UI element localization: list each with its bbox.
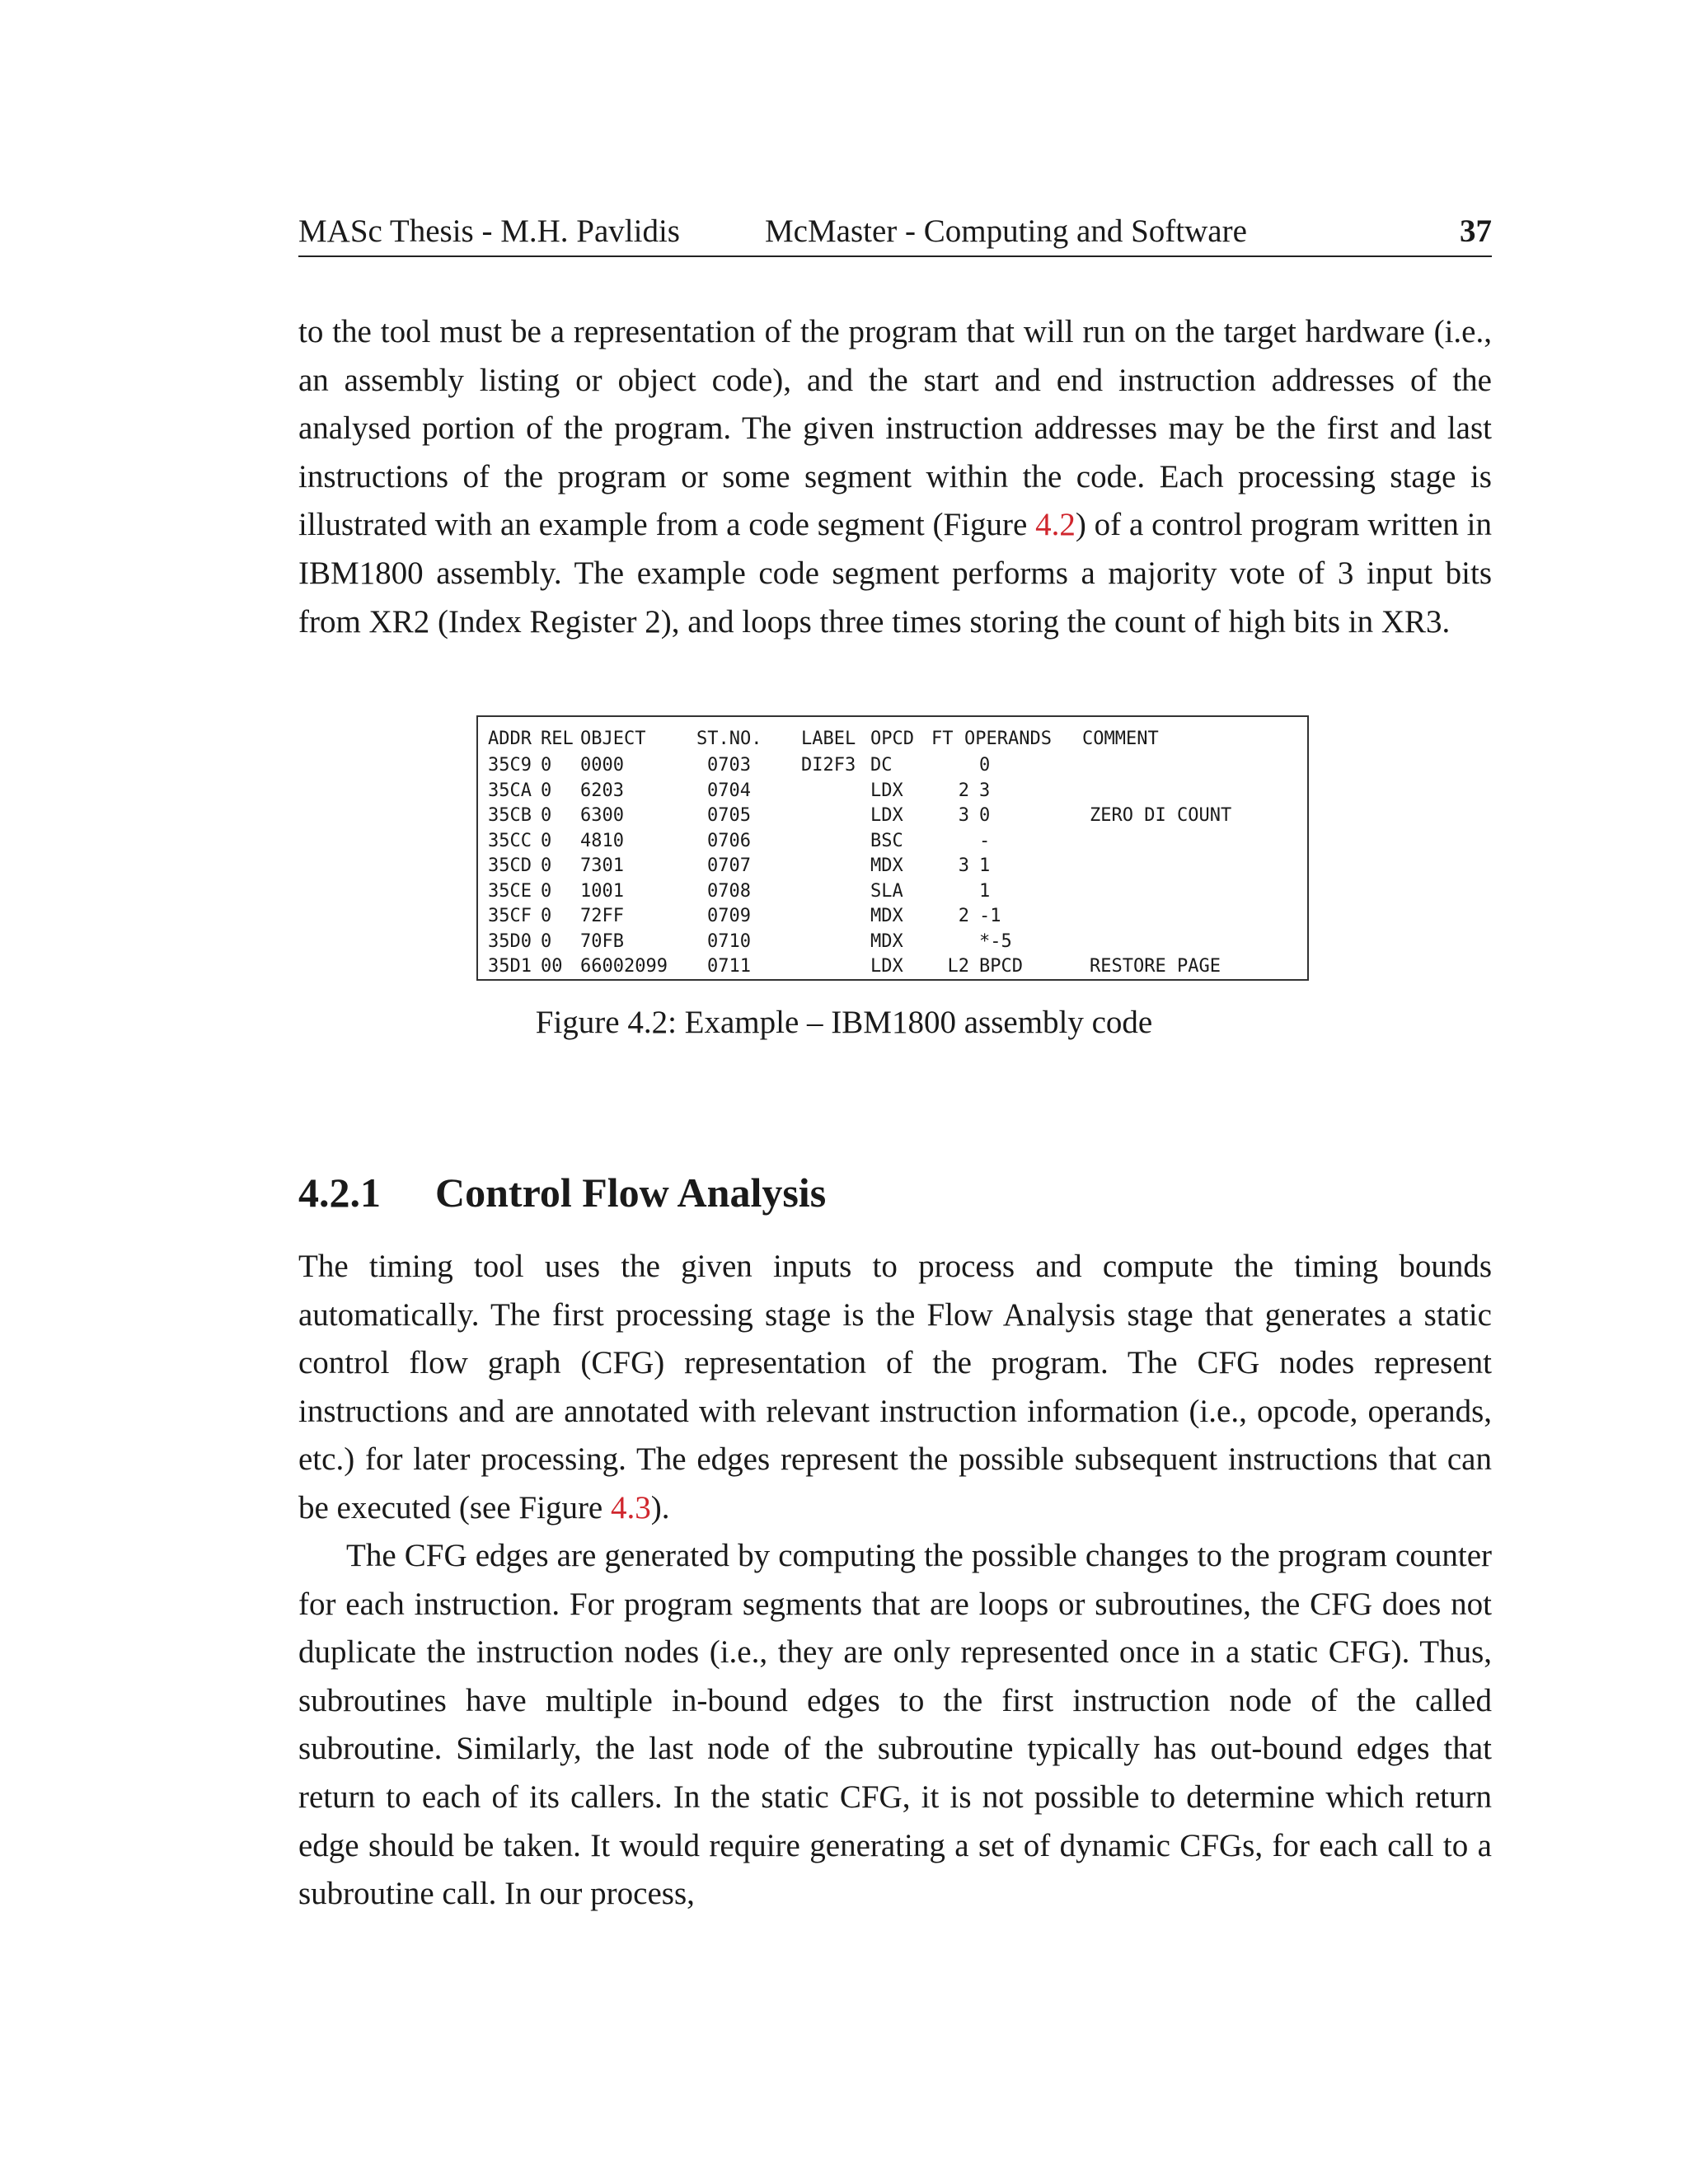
paragraph-2-text-a: The timing tool uses the given inputs to process and compute the timing bounds automatically. The first processing stage is the Flow Analysis stage that generates a static control flow graph (CFG) representation of the program. The CFG nodes represent instructions and are annotated with relevant instruction information (i.e., opcode, operands, etc.) for later processing. The edges represent the possible subsequent instructions that can be executed (see Figure	[298, 1249, 1492, 1526]
section-heading	[298, 1169, 826, 1216]
col-header-label: LABEL	[801, 729, 856, 749]
stno-cell: 0703	[707, 755, 751, 776]
object-cell: 6300	[580, 805, 624, 826]
stno-cell: 0710	[707, 930, 751, 952]
opcd-cell: LDX	[870, 780, 903, 801]
rel-cell: 0	[541, 906, 552, 926]
body-paragraph-1	[298, 308, 1492, 646]
operands-cell: -	[979, 830, 991, 851]
comment-cell: ZERO DI COUNT	[1090, 805, 1232, 826]
code-row	[478, 805, 1307, 832]
paragraph-2-text-b: ).	[650, 1489, 670, 1526]
body-paragraph-2	[298, 1243, 1492, 1533]
operands-cell: BPCD	[979, 956, 1023, 977]
addr-cell: 35CF	[488, 906, 532, 926]
addr-cell: 35D0	[488, 930, 532, 952]
rel-cell: 0	[541, 755, 552, 776]
opcd-cell: MDX	[870, 930, 903, 952]
header-thesis-author: MASc Thesis - M.H. Pavlidis	[298, 213, 680, 249]
code-row	[478, 956, 1307, 982]
ft-cell: 2	[958, 780, 969, 801]
stno-cell: 0706	[707, 830, 751, 851]
figure-4-2-link[interactable]: 4.2	[1035, 507, 1076, 543]
opcd-cell: DC	[870, 755, 893, 776]
addr-cell: 35CD	[488, 855, 532, 876]
code-row	[478, 931, 1307, 958]
rel-cell: 0	[541, 805, 552, 826]
operands-cell: 0	[979, 805, 991, 826]
running-header	[298, 208, 1492, 257]
code-listing-header-row	[478, 729, 1307, 755]
paragraph-1-text-a: to the tool must be a representation of the program that will run on the target hardware (i.e., an assembly listing or object code), and the start and end instruction addresses of the analysed portion of the program. The given instruction addresses may be the first and last instructions of the program or some segment within the code. Each processing stage is illustrated with an example from a code segment (Figure	[298, 314, 1492, 543]
object-cell: 6203	[580, 780, 624, 801]
col-header-object: OBJECT	[580, 729, 646, 749]
addr-cell: 35CA	[488, 780, 532, 801]
object-cell: 0000	[580, 755, 624, 776]
addr-cell: 35CE	[488, 880, 532, 902]
stno-cell: 0709	[707, 906, 751, 926]
operands-cell: 0	[979, 755, 991, 776]
code-row	[478, 881, 1307, 907]
section-title: Control Flow Analysis	[435, 1169, 827, 1216]
operands-cell: -1	[979, 906, 1001, 926]
col-header-rel: REL	[541, 729, 574, 749]
ft-cell: L2	[947, 956, 969, 977]
stno-cell: 0711	[707, 956, 751, 977]
addr-cell: 35C9	[488, 755, 532, 776]
opcd-cell: LDX	[870, 805, 903, 826]
stno-cell: 0707	[707, 855, 751, 876]
col-header-operands: OPERANDS	[964, 729, 1052, 749]
addr-cell: 35CC	[488, 830, 532, 851]
label-cell: DI2F3	[801, 755, 856, 776]
rel-cell: 0	[541, 830, 552, 851]
operands-cell: *-5	[979, 930, 1012, 952]
object-cell: 72FF	[580, 906, 624, 926]
addr-cell: 35D1	[488, 956, 532, 977]
code-row	[478, 831, 1307, 857]
opcd-cell: MDX	[870, 855, 903, 876]
ft-cell: 3	[958, 805, 969, 826]
rel-cell: 0	[541, 930, 552, 952]
stno-cell: 0705	[707, 805, 751, 826]
body-paragraph-3: The CFG edges are generated by computing the possible changes to the program counter for each instruction. For program segments that are loops or subroutines, the CFG does not duplicate the instruction nodes (i.e., they are only represented once in a static CFG). Thus, subroutines have multiple in-bound edges to the first instruction node of the called subroutine. Similarly, the last node of the subroutine typically has out-bound edges that return to each of its callers. In the static CFG, it is not possible to determine which return edge should be taken. It would require generating a set of dynamic CFGs, for each call to a subroutine call. In our process,	[298, 1538, 1492, 1912]
opcd-cell: LDX	[870, 956, 903, 977]
object-cell: 66002099	[580, 956, 668, 977]
figure-4-3-link[interactable]: 4.3	[611, 1489, 651, 1526]
object-cell: 7301	[580, 855, 624, 876]
rel-cell: 00	[541, 956, 563, 977]
operands-cell: 1	[979, 855, 991, 876]
col-header-ft: FT	[931, 729, 954, 749]
comment-cell: RESTORE PAGE	[1090, 956, 1221, 977]
code-listing-figure	[476, 715, 1309, 981]
code-row	[478, 906, 1307, 932]
opcd-cell: SLA	[870, 880, 903, 902]
header-department: McMaster - Computing and Software	[765, 213, 1247, 249]
rel-cell: 0	[541, 780, 552, 801]
code-row	[478, 780, 1307, 807]
object-cell: 4810	[580, 830, 624, 851]
code-row	[478, 755, 1307, 781]
addr-cell: 35CB	[488, 805, 532, 826]
ft-cell: 3	[958, 855, 969, 876]
col-header-opcd: OPCD	[870, 729, 914, 749]
ft-cell: 2	[958, 906, 969, 926]
page-number: 37	[1460, 213, 1492, 249]
col-header-addr: ADDR	[488, 729, 532, 749]
paragraph-1-text-b: ) of a control program written in IBM1800 assembly. The example code segment performs a majority vote of 3 input bits from XR2 (Index Register 2), and loops three times storing the count of high bits in XR3.	[298, 507, 1492, 640]
object-cell: 70FB	[580, 930, 624, 952]
object-cell: 1001	[580, 880, 624, 902]
col-header-comment: COMMENT	[1082, 729, 1159, 749]
rel-cell: 0	[541, 880, 552, 902]
rel-cell: 0	[541, 855, 552, 876]
code-row	[478, 855, 1307, 882]
operands-cell: 1	[979, 880, 991, 902]
figure-caption: Figure 4.2: Example – IBM1800 assembly code	[535, 1005, 1153, 1040]
opcd-cell: BSC	[870, 830, 903, 851]
section-number: 4.2.1	[298, 1169, 381, 1216]
opcd-cell: MDX	[870, 906, 903, 926]
col-header-stno: ST.NO.	[696, 729, 762, 749]
operands-cell: 3	[979, 780, 991, 801]
stno-cell: 0704	[707, 780, 751, 801]
stno-cell: 0708	[707, 880, 751, 902]
